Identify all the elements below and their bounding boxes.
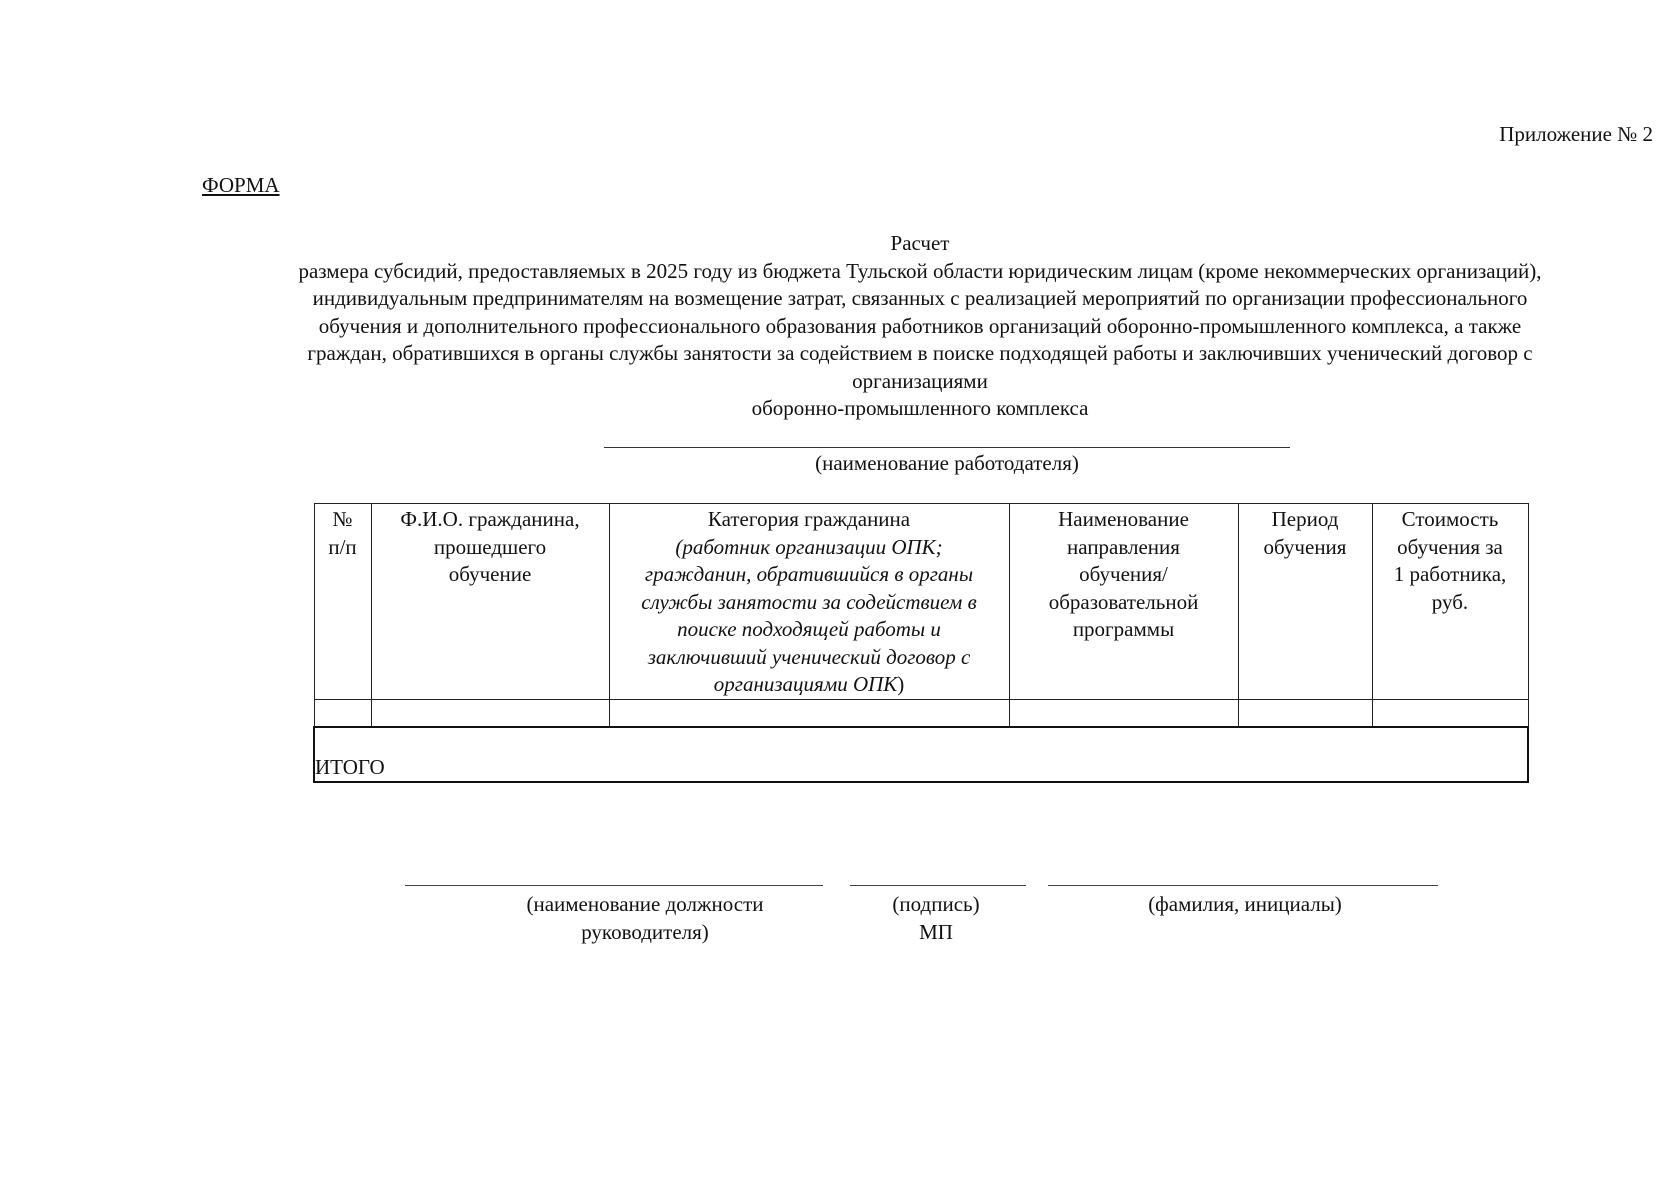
employer-name-line[interactable] <box>604 447 1290 448</box>
total-row <box>314 727 1528 782</box>
position-caption-line: руководителя) <box>581 920 709 944</box>
title-line: оборонно-промышленного комплекса <box>751 396 1089 420</box>
header-fio-line: Ф.И.О. гражданина, <box>400 507 580 531</box>
total-label: ИТОГО <box>314 727 1528 782</box>
header-category-line: гражданин, обратившийся в органы <box>644 562 974 586</box>
header-program-line: Наименование <box>1058 507 1189 531</box>
employer-caption: (наименование работодателя) <box>815 451 1079 475</box>
header-cost-line: обучения за <box>1397 534 1503 559</box>
signature-caption <box>866 890 1006 946</box>
header-program-line: обучения/ <box>1079 562 1168 586</box>
header-period-line: обучения <box>1263 534 1347 559</box>
title-line: граждан, обратившихся в органы службы занятости за содействием в поиске подходящей работы и заключивших ученический договор с <box>307 341 1533 365</box>
signature-caption-label: (подпись) <box>892 892 980 916</box>
header-category-line: организациями ОПК <box>713 672 898 696</box>
header-fio-line: обучение <box>448 562 532 586</box>
table-cell[interactable] <box>1238 699 1372 727</box>
header-cost-line: 1 работника, <box>1393 562 1507 586</box>
header-cost-line: руб. <box>1431 589 1469 614</box>
table-cell[interactable] <box>371 699 609 727</box>
header-category-line: поиске подходящей работы и <box>677 617 941 641</box>
header-program-line: направления <box>1067 534 1180 559</box>
stamp-label: МП <box>919 920 953 944</box>
table-cell[interactable] <box>1372 699 1528 727</box>
title-line: обучения и дополнительного профессионального образования работников организаций оборонно-промышленного комплекса, а также <box>318 313 1522 338</box>
header-category-close: ) <box>897 672 905 696</box>
header-cost <box>1372 504 1528 700</box>
header-program <box>1009 504 1238 700</box>
header-period <box>1238 504 1372 700</box>
header-period-line: Период <box>1271 507 1339 531</box>
header-category-line: службы занятости за содействием в <box>641 589 977 614</box>
header-num-line: № <box>332 507 353 531</box>
title-line: индивидуальным предпринимателям на возмещение затрат, связанных с реализацией мероприятий по организации профессионального <box>312 286 1528 310</box>
table-header-row <box>314 504 1528 700</box>
signature-line[interactable] <box>850 885 1026 886</box>
table-cell[interactable] <box>314 699 371 727</box>
position-caption-line: (наименование должности <box>526 892 764 916</box>
form-label: ФОРМА <box>202 173 280 197</box>
header-num-line: п/п <box>328 534 357 559</box>
table-cell[interactable] <box>1009 699 1238 727</box>
header-cost-line: Стоимость <box>1401 507 1499 531</box>
header-num <box>314 504 371 700</box>
calculation-table <box>313 503 1529 783</box>
name-caption: (фамилия, инициалы) <box>1148 892 1342 916</box>
header-category-line: (работник организации ОПК; <box>675 534 943 559</box>
title-line: организациями <box>852 368 988 393</box>
header-category <box>609 504 1009 700</box>
name-signature-line[interactable] <box>1048 885 1438 886</box>
header-program-line: образовательной <box>1048 589 1199 614</box>
header-fio-line: прошедшего <box>433 534 547 559</box>
header-fio <box>371 504 609 700</box>
table-row <box>314 699 1528 727</box>
header-program-line: программы <box>1072 617 1175 641</box>
position-caption <box>480 890 810 946</box>
header-category-line: заключивший ученический договор с <box>647 644 971 669</box>
appendix-label: Приложение № 2 <box>1499 122 1653 146</box>
table-cell[interactable] <box>609 699 1009 727</box>
position-signature-line[interactable] <box>405 885 823 886</box>
title-heading: Расчет <box>890 231 950 255</box>
document-title <box>200 230 1640 423</box>
title-line: размера субсидий, предоставляемых в 2025 году из бюджета Тульской области юридическим лицам (кроме некоммерческих организаций), <box>298 258 1542 283</box>
header-category-title: Категория гражданина <box>707 507 911 531</box>
